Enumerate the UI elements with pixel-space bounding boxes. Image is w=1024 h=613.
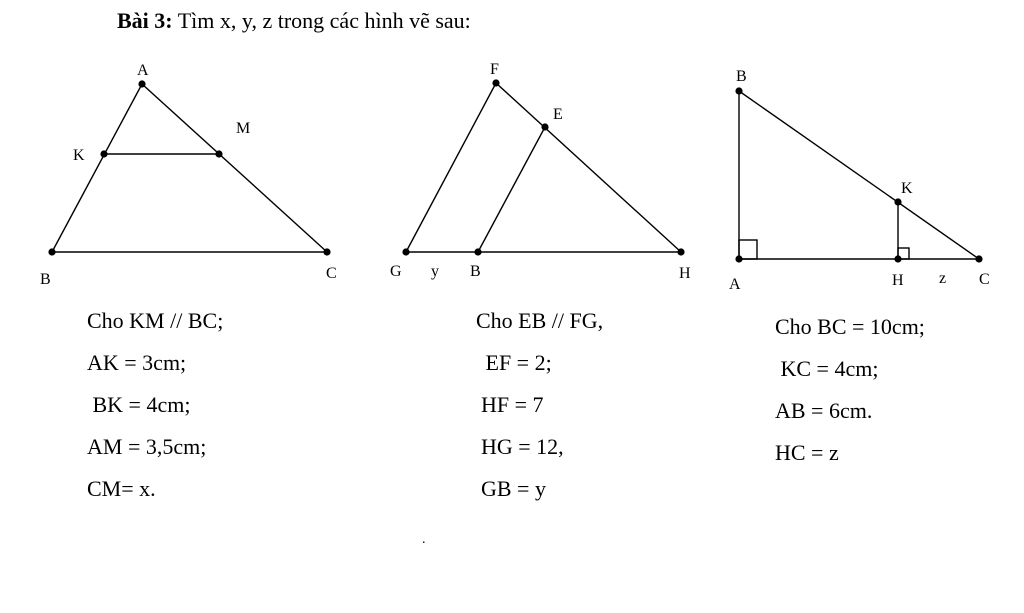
fig3-point-A (735, 255, 742, 262)
fig2-given-line: GB = y (481, 476, 546, 501)
fig1-point-C (323, 248, 330, 255)
fig1-given-line: BK = 4cm; (87, 392, 191, 417)
figure1-givens (87, 300, 223, 510)
fig1-point-A (138, 80, 145, 87)
fig2-given-line: HG = 12, (481, 434, 564, 459)
fig3-label-K: K (901, 180, 913, 197)
exercise-number: Bài 3: (117, 8, 173, 33)
fig3-given-line: KC = 4cm; (775, 356, 879, 381)
exercise-instruction: Tìm x, y, z trong các hình vẽ sau: (172, 8, 471, 33)
fig2-point-F (492, 79, 499, 86)
fig1-label-K: K (73, 147, 85, 164)
fig3-given-line: AB = 6cm. (775, 398, 873, 423)
fig2-label-y: y (431, 263, 439, 280)
fig2-label-B: B (470, 263, 481, 280)
fig2-point-B (474, 248, 481, 255)
fig2-point-E (541, 123, 548, 130)
fig3-given-line: Cho BC = 10cm; (775, 314, 925, 339)
fig2-label-E: E (553, 106, 563, 123)
fig3-given-line: HC = z (775, 440, 839, 465)
fig1-segment-AC (142, 84, 327, 252)
fig2-given-line: Cho EB // FG, (476, 308, 604, 333)
fig1-point-B (48, 248, 55, 255)
fig3-point-C (975, 255, 982, 262)
fig1-label-M: M (236, 120, 251, 137)
fig1-given-line: AM = 3,5cm; (87, 434, 207, 459)
figure1-triangle (52, 84, 327, 252)
fig3-label-C: C (979, 271, 990, 288)
fig1-given-line: CM= x. (87, 476, 156, 501)
fig2-label-H: H (679, 265, 691, 282)
fig3-label-H: H (892, 272, 904, 289)
fig1-segment-AB (52, 84, 142, 252)
fig1-point-K (100, 150, 107, 157)
fig1-label-C: C (326, 265, 337, 282)
fig2-point-G (402, 248, 409, 255)
figure2-triangle (406, 83, 681, 252)
figure3-givens (775, 306, 925, 474)
figure3-triangle (739, 91, 979, 259)
fig3-point-H (894, 255, 901, 262)
fig3-right-angle-A (739, 240, 757, 259)
fig1-given-line: AK = 3cm; (87, 350, 187, 375)
fig3-label-z: z (939, 270, 947, 287)
fig1-label-A: A (137, 62, 149, 79)
fig1-given-line: Cho KM // BC; (87, 308, 224, 333)
fig3-point-B (735, 87, 742, 94)
fig1-point-M (215, 150, 222, 157)
fig2-given-line: EF = 2; (480, 350, 552, 375)
fig3-segment-BC (739, 91, 979, 259)
fig2-segment-EB (478, 127, 545, 252)
stray-dot: . (422, 532, 426, 547)
fig2-given-line: HF = 7 (481, 392, 544, 417)
fig2-segment-FG (406, 83, 496, 252)
fig1-label-B: B (40, 271, 51, 288)
fig2-label-G: G (390, 263, 402, 280)
fig3-label-B: B (736, 68, 747, 85)
fig2-label-F: F (490, 61, 499, 78)
fig3-label-A: A (729, 276, 741, 293)
fig3-point-K (894, 198, 901, 205)
figure2-givens (476, 300, 603, 510)
fig2-point-H (677, 248, 684, 255)
